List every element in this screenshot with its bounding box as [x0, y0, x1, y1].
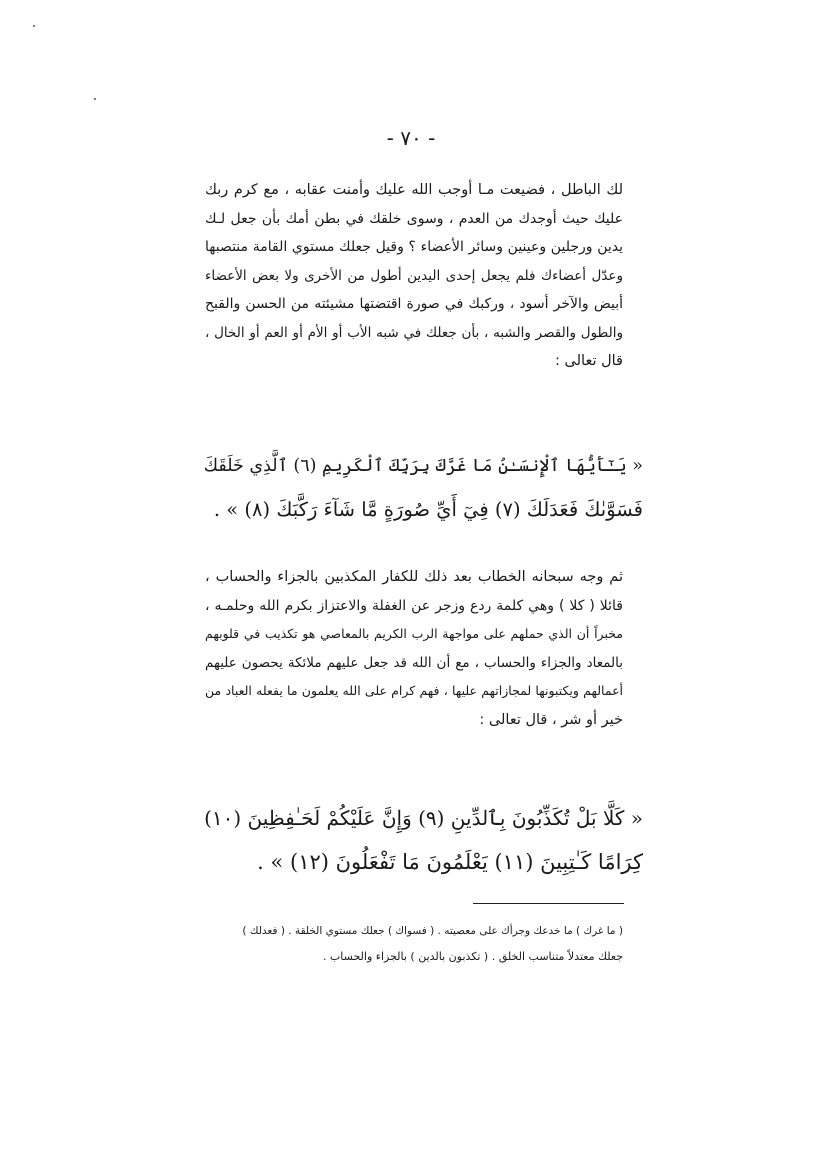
paragraph-line: خير أو شر ، قال تعالى :	[479, 711, 623, 728]
quran-verse-1	[205, 444, 643, 532]
paragraph-1	[205, 176, 623, 376]
verse-line: « كَلَّا بَلْ تُكَذِّبُونَ بِٱلدِّينِ (٩) وَإِنَّ عَلَيْكُمْ لَحَـٰفِظِينَ (١٠)	[204, 806, 643, 830]
verse-line: « يَـٰٓأَيُّهَا ٱلْإِنسَـٰنُ مَا غَرَّكَ بِرَبِّكَ ٱلْكَرِيمِ (٦) ٱلَّذِي خَلَقَكَ	[203, 456, 643, 476]
paragraph-line: ثم وجه سبحانه الخطاب بعد ذلك للكفار المكذبين بالجزاء والحساب ،	[205, 569, 623, 585]
paragraph-line: بالمعاد والجزاء والحساب ، مع أن الله قد جعل عليهم ملائكة يحصون عليهم	[205, 654, 623, 671]
footnote-line: ( ما غرك ) ما خدعك وجرأك على معصيته . ( فسواك ) جعلك مستوي الخلقة . ( فعدلك )	[242, 925, 623, 937]
paragraph-line: مخبراً أن الذي حملهم على مواجهة الرب الكريم بالمعاصي هو تكذيب في قلوبهم	[205, 626, 623, 641]
footnote	[243, 918, 623, 970]
page-number: - ٧٠ -	[386, 126, 436, 150]
paragraph-2	[205, 563, 623, 734]
verse-line: فَسَوَّىٰكَ فَعَدَلَكَ (٧) فِيٓ أَيِّ صُورَةٍ مَّا شَآءَ رَكَّبَكَ (٨) » .	[213, 498, 643, 521]
paragraph-line: أبيض والآخر أسود ، وركبك في صورة اقتضتها مشيئته من الحسن والقبح	[205, 296, 623, 312]
paragraph-line: لك الباطل ، فضيعت مـا أوجب الله عليك وأمنت عقابه ، مع كرم ربك	[205, 182, 623, 198]
paragraph-line: عليك حيث أوجدك من العدم ، وسوى خلقك في بطن أمك بأن جعل لـك	[205, 210, 623, 227]
scan-speck	[94, 98, 96, 100]
verse-line: كِرَامًا كَـٰتِبِينَ (١١) يَعْلَمُونَ مَا تَفْعَلُونَ (١٢) » .	[257, 850, 643, 874]
footnote-line: جعلك معتدلاً متناسب الخلق . ( تكذبون بالدين ) بالجزاء والحساب .	[322, 950, 623, 963]
footnote-divider	[473, 903, 624, 904]
paragraph-line: وعدّل أعضاءك فلم يجعل إحدى اليدين أطول من الأخرى ولا بعض الأعضاء	[205, 267, 623, 284]
scan-speck	[33, 25, 35, 27]
paragraph-line: قال تعالى :	[555, 353, 623, 369]
paragraph-line: قائلا ( كلا ) وهي كلمة ردع وزجر عن الغفلة والاعتزاز بكرم الله وحلمـه ،	[205, 597, 623, 614]
quran-verse-2	[205, 796, 643, 884]
paragraph-line: والطول والقصر والشبه ، بأن جعلك في شبه الأب أو الأم أو العم أو الخال ،	[205, 324, 623, 341]
paragraph-line: أعمالهم ويكتبونها لمجازاتهم عليها ، فهم كرام على الله يعلمون ما يفعله العباد من	[205, 683, 623, 698]
paragraph-line: يدين ورجلين وعينين وسائر الأعضاء ؟ وقيل جعلك مستوي القامة منتصبها	[205, 239, 623, 255]
